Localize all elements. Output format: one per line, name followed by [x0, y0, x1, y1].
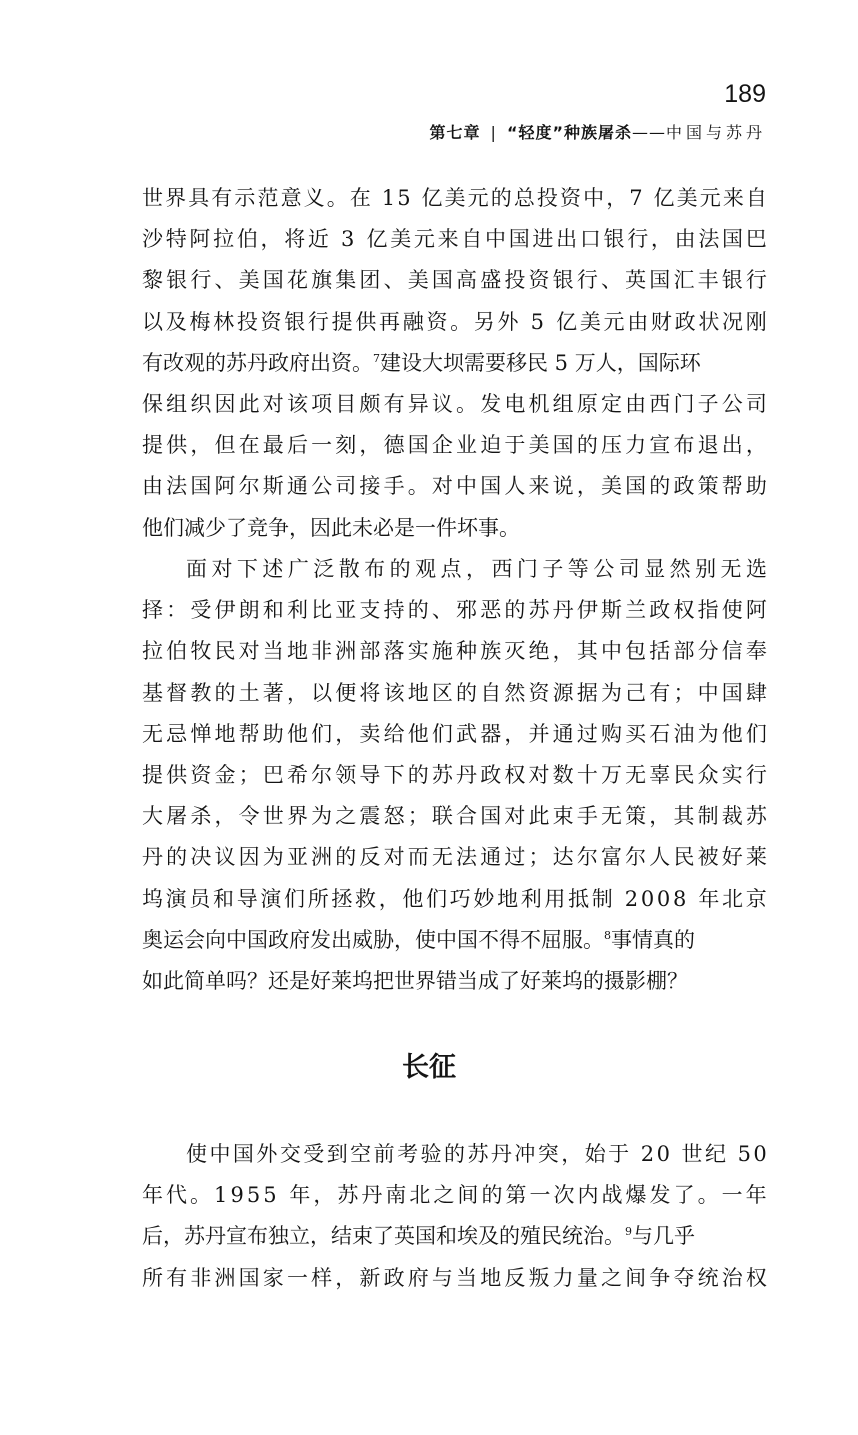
section-heading: 长征 [402, 1052, 456, 1083]
text-line: 拉 伯 牧 民 对 当 地 非 洲 部 落 实 施 种 族 灭 绝 ， 其 中 包 括 部 分 信 奉 [142, 639, 767, 664]
footnote-marker-7: 7 [373, 351, 380, 365]
text-line: 坞 演 员 和 导 演 们 所 拯 救 ， 他 们 巧 妙 地 利 用 抵 制 2 0 0 8 年 北 京 [142, 886, 767, 911]
text-line: 基 督 教 的 土 著 ， 以 便 将 该 地 区 的 自 然 资 源 据 为 己 有 ； 中 国 肆 [142, 680, 767, 705]
page-number: 189 [724, 80, 766, 108]
running-header [430, 120, 766, 143]
text-line [142, 1216, 767, 1257]
text-line: 大 屠 杀 ， 令 世 界 为 之 震 怒 ； 联 合 国 对 此 束 手 无 策 ， 其 制 裁 苏 [142, 804, 767, 829]
chapter-subtitle: 中国与苏丹 [665, 123, 766, 142]
text-line: 以 及 梅 林 投 资 银 行 提 供 再 融 资 。 另 外 5 亿 美 元 由 财 政 状 况 刚 [142, 309, 767, 334]
text-segment: 后，苏丹宣布独立，结束了英国和埃及的殖民统治。 [142, 1224, 625, 1249]
paragraph-long-march [142, 1134, 767, 1299]
text-segment: 与几乎 [632, 1224, 695, 1249]
text-segment [142, 1216, 695, 1257]
text-line: 提 供 资 金 ； 巴 希 尔 领 导 下 的 苏 丹 政 权 对 数 十 万 无 辜 民 众 实 行 [142, 762, 767, 787]
text-line: 由 法 国 阿 尔 斯 通 公 司 接 手 。 对 中 国 人 来 说 ， 美 国 的 政 策 帮 助 [142, 474, 767, 499]
text-line: 择 ： 受 伊 朗 和 利 比 亚 支 持 的 、 邪 恶 的 苏 丹 伊 斯 兰 政 权 指 使 阿 [142, 598, 767, 623]
text-line [142, 343, 767, 384]
chapter-title: “轻度”种族屠杀 [506, 123, 632, 142]
footnote-marker-8: 8 [604, 928, 611, 942]
text-segment: 有改观的苏丹政府出资。 [142, 350, 373, 375]
header-separator: | [490, 123, 497, 142]
text-line: 使 中 国 外 交 受 到 空 前 考 验 的 苏 丹 冲 突 ， 始 于 2 0 世 纪 5 0 [186, 1142, 767, 1166]
text-line: 保 组 织 因 此 对 该 项 目 颇 有 异 议 。 发 电 机 组 原 定 由 西 门 子 公 司 [142, 391, 767, 416]
text-line: 面 对 下 述 广 泛 散 布 的 观 点 ， 西 门 子 等 公 司 显 然 别 无 选 [186, 557, 767, 581]
text-line: 所 有 非 洲 国 家 一 样 ， 新 政 府 与 当 地 反 叛 力 量 之 间 争 夺 统 治 权 [142, 1265, 767, 1290]
text-line [142, 920, 767, 961]
footnote-marker-9: 9 [625, 1225, 632, 1239]
text-segment: 奥运会向中国政府发出威胁，使中国不得不屈服。 [142, 927, 604, 952]
paragraph-investment [142, 178, 767, 549]
text-segment: 事情真的 [611, 927, 695, 952]
text-line: 无 忌 惮 地 帮 助 他 们 ， 卖 给 他 们 武 器 ， 并 通 过 购 买 石 油 为 他 们 [142, 721, 767, 746]
text-segment [142, 920, 695, 961]
text-line: 沙 特 阿 拉 伯 ， 将 近 3 亿 美 元 来 自 中 国 进 出 口 银 行 ， 由 法 国 巴 [142, 227, 767, 252]
text-line: 如此简单吗？还是好莱坞把世界错当成了好莱坞的摄影棚？ [142, 968, 688, 993]
text-line: 年 代 。 1 9 5 5 年 ， 苏 丹 南 北 之 间 的 第 一 次 内 战 爆 发 了 。 一 年 [142, 1183, 767, 1208]
text-line: 黎 银 行 、 美 国 花 旗 集 团 、 美 国 高 盛 投 资 银 行 、 英 国 汇 丰 银 行 [142, 268, 767, 293]
chapter-label: 第七章 [429, 123, 481, 142]
paragraph-darfur [142, 549, 767, 1002]
title-dash: —— [631, 123, 666, 142]
text-line: 他们减少了竞争，因此未必是一件坏事。 [142, 515, 520, 540]
text-segment: 建设大坝需要移民 5 万人，国际环 [380, 350, 701, 375]
text-segment [142, 343, 701, 384]
text-line: 丹 的 决 议 因 为 亚 洲 的 反 对 而 无 法 通 过 ； 达 尔 富 尔 人 民 被 好 莱 [142, 845, 767, 870]
text-line: 世 界 具 有 示 范 意 义 。 在 1 5 亿 美 元 的 总 投 资 中 ， 7 亿 美 元 来 自 [142, 186, 767, 210]
text-line: 提 供 ， 但 在 最 后 一 刻 ， 德 国 企 业 迫 于 美 国 的 压 力 宣 布 退 出 ， [142, 433, 767, 458]
